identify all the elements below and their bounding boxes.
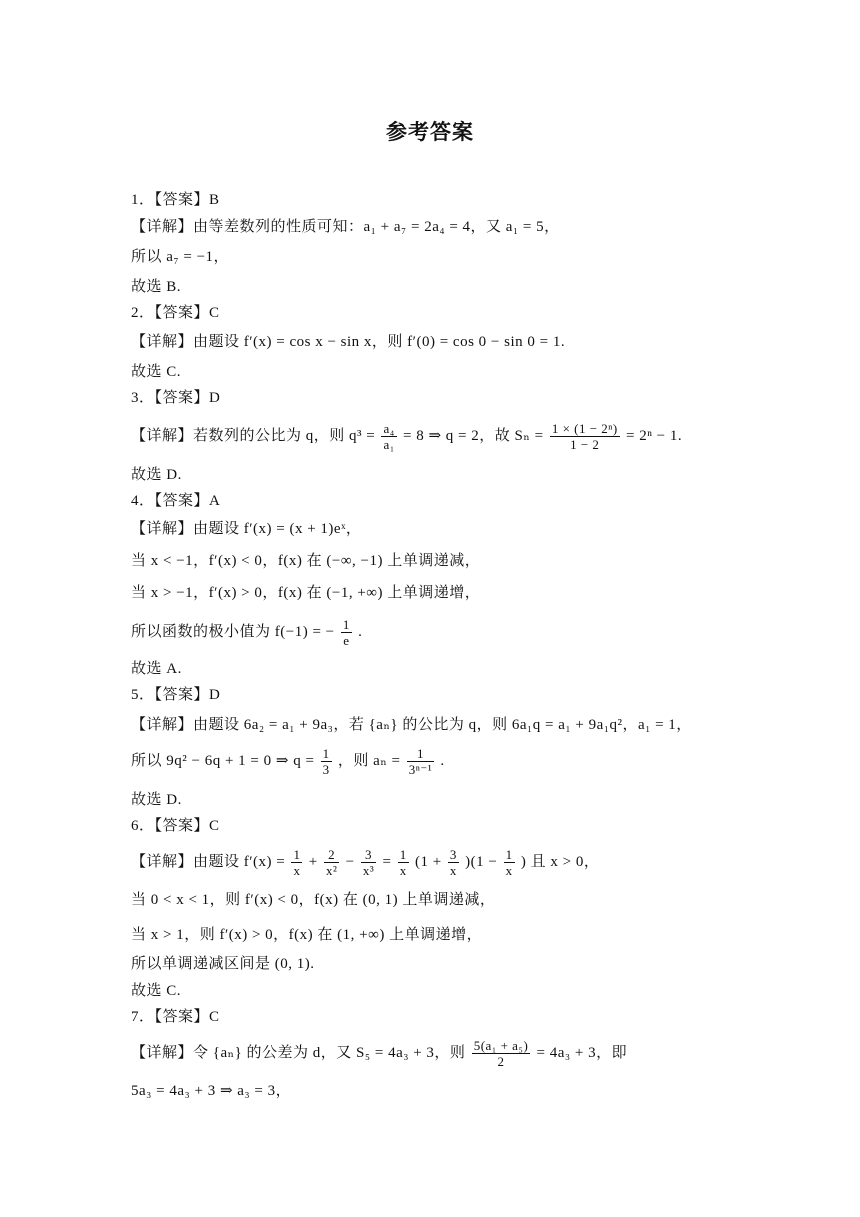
q6-frac-2	[324, 847, 339, 878]
q4-frac-den: e	[343, 633, 350, 648]
q7-answer-line: 7．【答案】C	[131, 1009, 220, 1025]
q6-f4-den: x	[399, 863, 407, 878]
q4-detail-min-line	[131, 617, 362, 648]
q5-answer-line: 5．【答案】D	[131, 687, 221, 703]
q3-frac2-num: 1 × (1 − 2ⁿ)	[551, 421, 618, 436]
q5-fraction-an	[407, 746, 434, 777]
q6-detail-3-line: 当 x > 1，则 f′(x) > 0，f(x) 在 (1, +∞) 上单调递增，	[131, 927, 483, 943]
q1-detail-2-line: 所以 a₇ = −1，	[131, 249, 230, 265]
q6-suffix: ) 且 x > 0，	[520, 853, 600, 870]
q7-detail-line-1	[131, 1038, 627, 1069]
q3-frac2-den: 1 − 2	[570, 437, 600, 452]
q7-detail-3-line: 5a₃ = 4a₃ + 3 ⇒ a₃ = 3，	[131, 1083, 292, 1099]
q6-op3: =	[382, 853, 392, 870]
q4-answer-line: 4．【答案】A	[131, 493, 221, 509]
q6-f5-den: x	[449, 863, 457, 878]
q6-f2-num: 2	[324, 847, 339, 863]
q3-frac1-den: a₁	[383, 437, 395, 452]
q4-suffix: .	[358, 623, 363, 640]
q1-detail-1-line: 【详解】由等差数列的性质可知：a₁ + a₇ = 2a₄ = 4，又 a₁ = 5，	[131, 219, 560, 235]
q4-detail-1-line: 【详解】由题设 f′(x) = (x + 1)eˣ，	[131, 521, 362, 537]
q6-prefix: 【详解】由题设 f′(x) =	[131, 853, 286, 870]
q4-detail-2-line: 当 x < −1，f′(x) < 0，f(x) 在 (−∞, −1) 上单调递减，	[131, 553, 481, 569]
q7-fraction-s5	[472, 1038, 531, 1069]
q3-middle: = 8 ⇒ q = 2，故 Sₙ =	[403, 427, 544, 444]
q6-detail-line-1	[131, 847, 599, 878]
q6-op2: −	[345, 853, 355, 870]
q2-answer-line: 2．【答案】C	[131, 305, 220, 321]
q7-prefix: 【详解】令 {aₙ} 的公差为 d，又 S₅ = 4a₃ + 3，则	[131, 1044, 466, 1061]
q5-detail-1-line: 【详解】由题设 6a₂ = a₁ + 9a₃，若 {aₙ} 的公比为 q，则 6a₁q = a₁ + 9a₁q²，a₁ = 1，	[131, 717, 692, 733]
q5-fraction-one-third	[321, 746, 332, 777]
q6-frac-1	[291, 847, 302, 878]
q5-frac1-den: 3	[322, 762, 330, 777]
q3-choose-line: 故选 D.	[131, 467, 182, 483]
q6-frac-5	[448, 847, 459, 878]
q1-choose-line: 故选 B.	[131, 279, 182, 295]
q1-answer-line: 1．【答案】B	[131, 192, 220, 208]
q5-choose-line: 故选 D.	[131, 792, 182, 808]
q6-f1-den: x	[293, 863, 301, 878]
q5-frac2-num: 1	[407, 746, 434, 762]
q4-choose-line: 故选 A.	[131, 661, 182, 677]
q2-choose-line: 故选 C.	[131, 364, 182, 380]
q6-f5-num: 3	[449, 847, 457, 862]
q6-f2-den: x²	[325, 863, 338, 878]
q7-frac-den: 2	[497, 1054, 505, 1069]
q6-f3-num: 3	[361, 847, 376, 863]
q6-frac-3	[361, 847, 376, 878]
q3-suffix: = 2ⁿ − 1.	[625, 427, 683, 444]
q6-detail-2-line: 当 0 < x < 1，则 f′(x) < 0，f(x) 在 (0, 1) 上单调递减，	[131, 892, 496, 908]
q5-frac1-num: 1	[322, 746, 330, 761]
q6-answer-line: 6．【答案】C	[131, 818, 220, 834]
q2-detail-1-line: 【详解】由题设 f′(x) = cos x − sin x，则 f′(0) = cos 0 − sin 0 = 1.	[131, 334, 566, 350]
q4-prefix: 所以函数的极小值为 f(−1) = −	[131, 623, 335, 640]
q5-frac2-den: 3ⁿ⁻¹	[408, 762, 433, 777]
q6-frac-4	[398, 847, 409, 878]
q6-mid1: (1 +	[414, 853, 442, 870]
q6-f6-num: 1	[505, 847, 513, 862]
q6-mid2: )(1 −	[465, 853, 498, 870]
q4-detail-3-line: 当 x > −1，f′(x) > 0，f(x) 在 (−1, +∞) 上单调递增，	[131, 585, 481, 601]
q5-detail-line-2	[131, 746, 445, 777]
q3-prefix: 【详解】若数列的公比为 q，则 q³ =	[131, 427, 376, 444]
q6-frac-6	[504, 847, 515, 878]
q3-detail-line	[131, 421, 682, 452]
q3-fraction-sum	[550, 421, 620, 452]
q5-prefix: 所以 9q² − 6q + 1 = 0 ⇒ q =	[131, 752, 315, 769]
q6-f6-den: x	[505, 863, 513, 878]
q3-frac1-num: a₄	[383, 421, 395, 436]
q5-suffix: .	[440, 752, 445, 769]
q7-frac-num: 5(a₁ + a₅)	[473, 1038, 529, 1053]
q3-answer-line: 3．【答案】D	[131, 390, 221, 406]
q4-frac-num: 1	[342, 617, 350, 632]
q6-f4-num: 1	[399, 847, 407, 862]
q6-detail-4-line: 所以单调递减区间是 (0, 1).	[131, 956, 315, 972]
q5-middle: ，则 aₙ =	[337, 752, 401, 769]
q4-fraction-1-over-e	[341, 617, 352, 648]
q7-suffix: = 4a₃ + 3，即	[536, 1044, 628, 1061]
q6-f3-den: x³	[362, 863, 375, 878]
page-title: 参考答案	[386, 120, 474, 144]
q6-f1-num: 1	[293, 847, 301, 862]
q6-choose-line: 故选 C.	[131, 983, 182, 999]
q3-fraction-a4-over-a1	[381, 421, 396, 452]
q6-op1: +	[308, 853, 318, 870]
